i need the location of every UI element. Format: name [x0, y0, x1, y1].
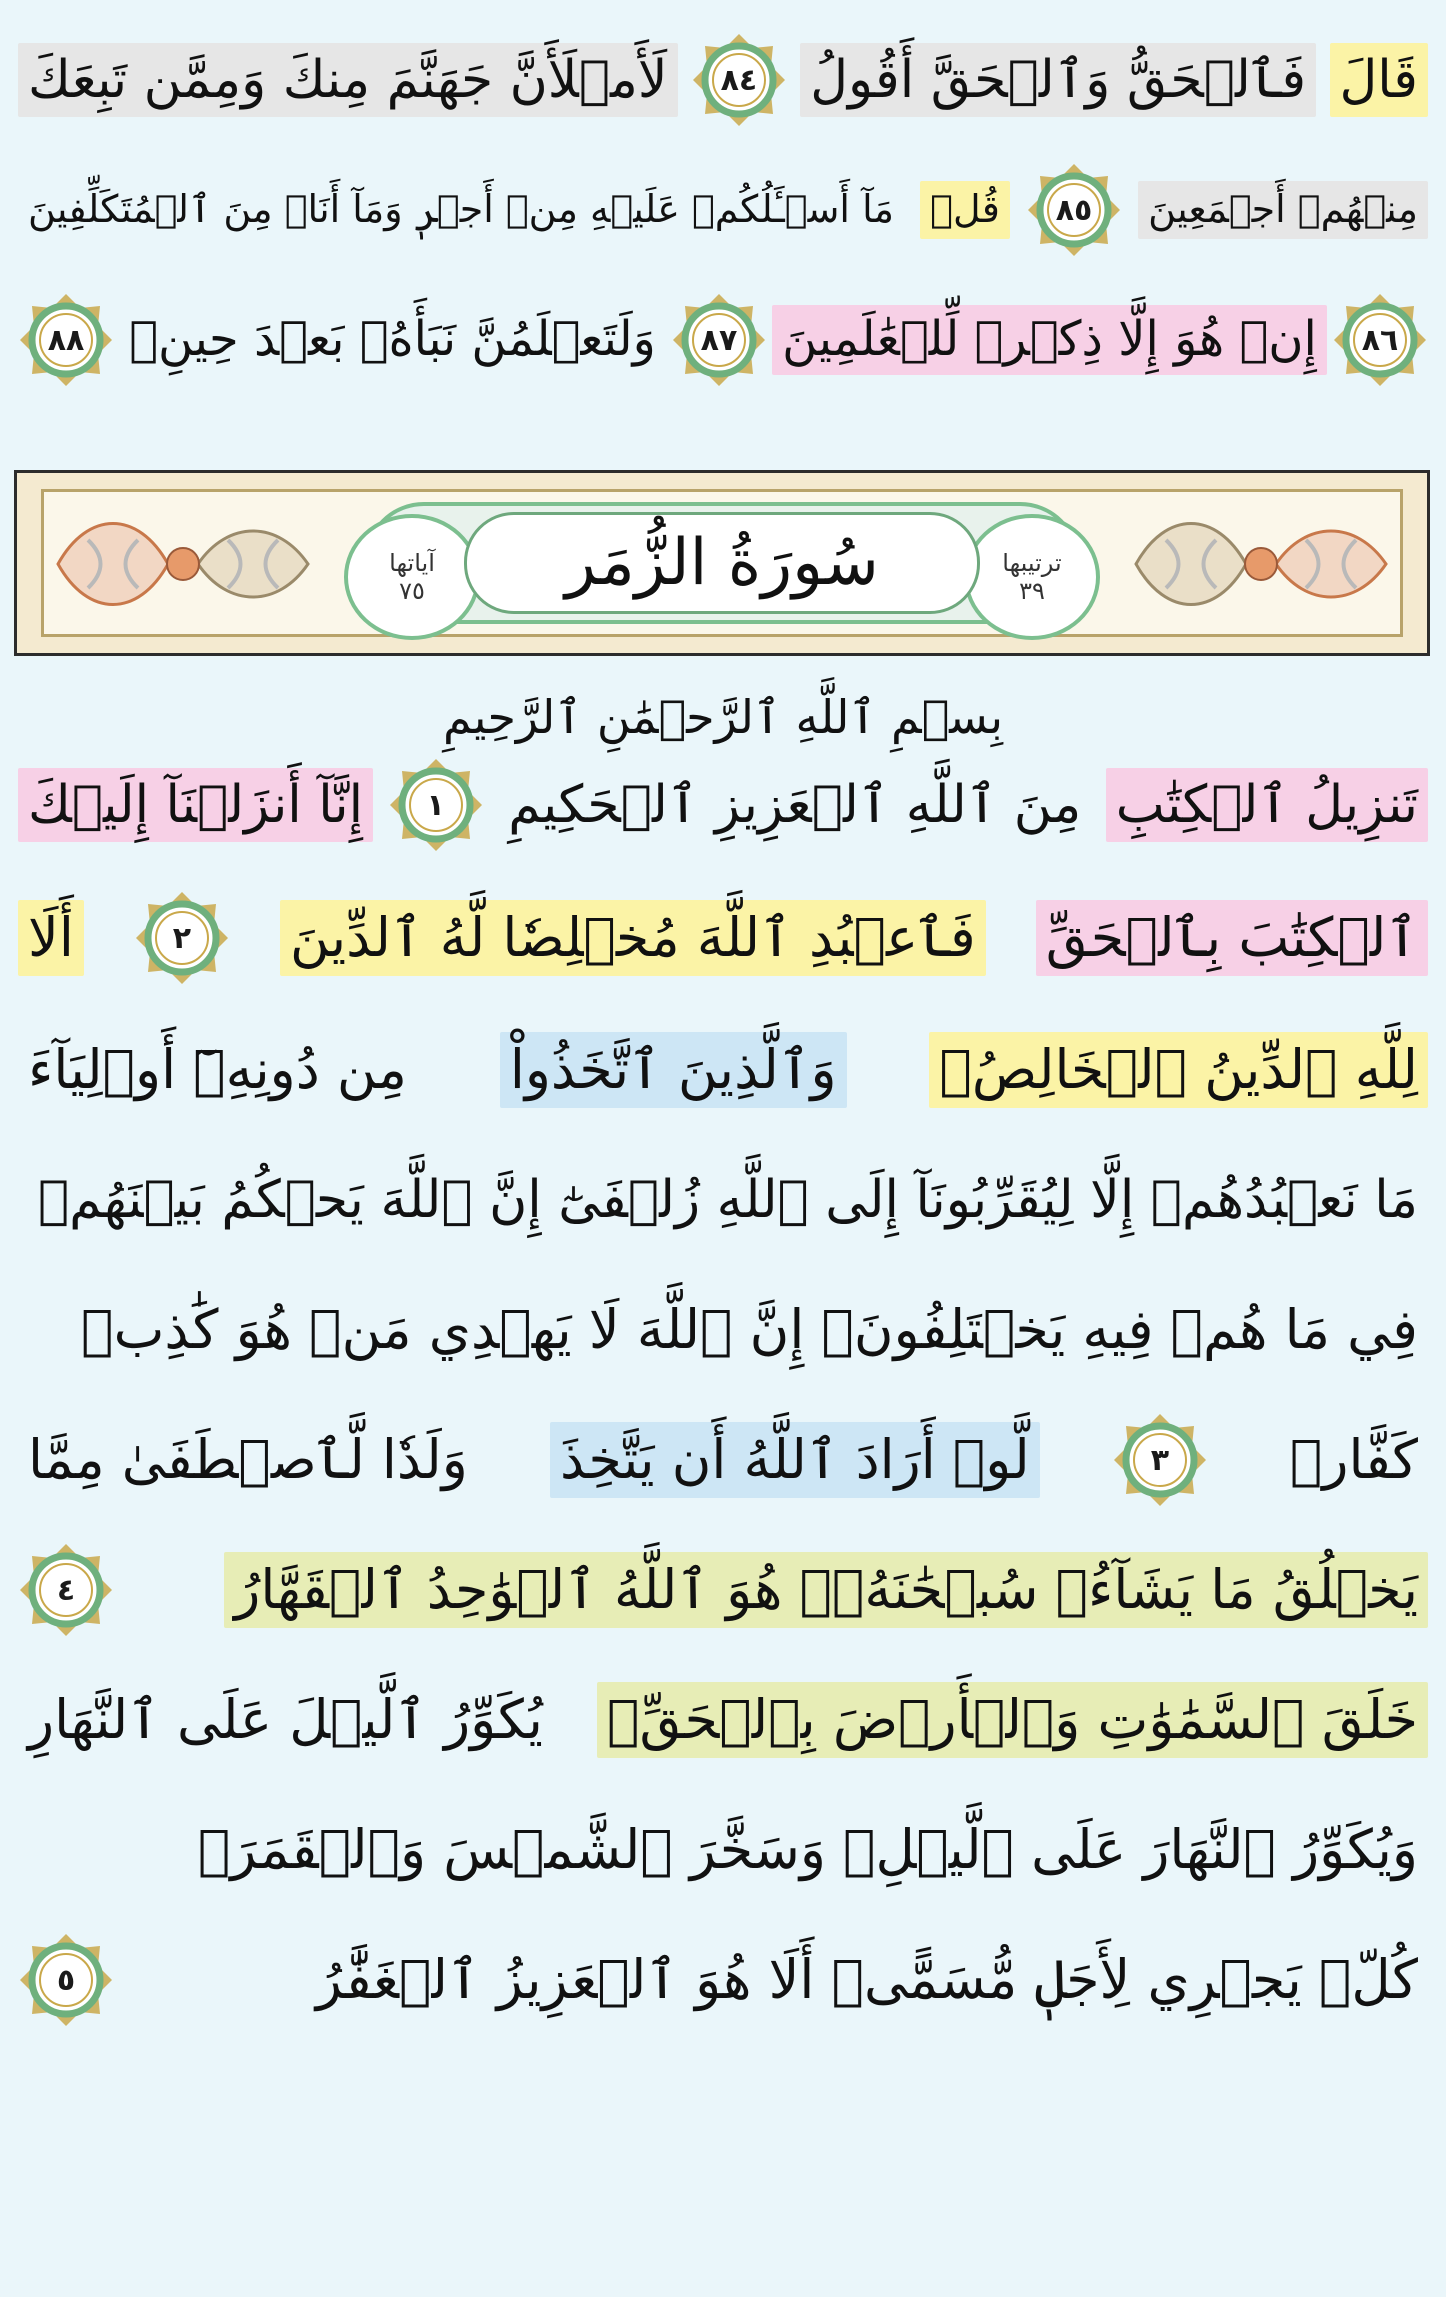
surah-header: [14, 470, 1430, 656]
verse-text: فَٱلۡحَقُّ وَٱلۡحَقَّ أَقُولُ: [800, 43, 1316, 117]
surah-verses-label: آياتها: [389, 549, 435, 577]
verse-text: قُلۡ: [920, 181, 1010, 239]
verse-text: وَلَدٗا لَّٱصۡطَفَىٰ مِمَّا: [28, 1427, 468, 1491]
verse-number: ٢: [172, 920, 192, 956]
verse-line: [18, 1920, 1428, 2040]
verse-text: مَآ أَسۡـَٔلُكُمۡ عَلَيۡهِ مِنۡ أَجۡرٖ وَمَآ أَنَا۠ مِنَ ٱلۡمُتَكَلِّفِينَ: [28, 187, 895, 232]
verse-line: [18, 745, 1428, 865]
basmala: بِسۡمِ ٱللَّهِ ٱلرَّحۡمَٰنِ ٱلرَّحِيمِ: [442, 690, 1004, 744]
surah-order-medallion: [964, 514, 1100, 640]
verse-number: ٨٨: [47, 322, 85, 358]
verse-end-marker: [18, 292, 114, 388]
verse-text: فَٱعۡبُدِ ٱللَّهَ مُخۡلِصٗا لَّهُ ٱلدِّينَ: [280, 900, 986, 977]
verse-line: [18, 878, 1428, 998]
verse-end-marker: [671, 292, 767, 388]
verse-text: يُكَوِّرُ ٱلَّيۡلَ عَلَى ٱلنَّهَارِ: [28, 1687, 543, 1751]
verse-line: [18, 1400, 1428, 1520]
verse-text: أَلَا: [18, 900, 84, 977]
verse-number: ٥: [56, 1962, 76, 1998]
verse-line: [18, 280, 1428, 400]
ornament-left-icon: [1126, 500, 1396, 628]
verse-text: لَّوۡ أَرَادَ ٱللَّهُ أَن يَتَّخِذَ: [550, 1422, 1040, 1499]
verse-number: ٤: [56, 1572, 76, 1608]
verse-text: مِنَ ٱللَّهِ ٱلۡعَزِيزِ ٱلۡحَكِيمِ: [508, 774, 1082, 835]
verse-number: ٨٧: [700, 322, 738, 358]
verse-text: تَنزِيلُ ٱلۡكِتَٰبِ: [1106, 768, 1428, 842]
surah-verses-number: ٧٥: [399, 577, 425, 605]
surah-order-label: ترتيبها: [1002, 549, 1062, 577]
surah-header-inner: [41, 489, 1403, 637]
verse-line: [18, 1660, 1428, 1780]
verse-text: قَالَ: [1330, 43, 1428, 117]
verse-text: مِن دُونِهِۦٓ أَوۡلِيَآءَ: [28, 1037, 407, 1101]
verse-text: لِلَّهِ ٱلدِّينُ ٱلۡخَالِصُۚ: [929, 1032, 1428, 1109]
verse-line: [18, 1790, 1428, 1910]
verse-line: [18, 20, 1428, 140]
verse-text: يَخۡلُقُ مَا يَشَآءُۚ سُبۡحَٰنَهُۥۖ هُوَ ٱللَّهُ ٱلۡوَٰحِدُ ٱلۡقَهَّارُ: [224, 1552, 1428, 1629]
surah-title: سُورَةُ الزُّمَر: [565, 526, 879, 600]
verse-number: ٨٥: [1055, 192, 1093, 228]
verse-end-marker: [134, 890, 230, 986]
verse-text: كَفَّارٞ: [1290, 1427, 1418, 1491]
verse-text: خَلَقَ ٱلسَّمَٰوَٰتِ وَٱلۡأَرۡضَ بِٱلۡحَقِّۖ: [597, 1682, 1428, 1759]
verse-line: [18, 150, 1428, 270]
verse-end-marker: [1026, 162, 1122, 258]
verse-line: [18, 1530, 1428, 1650]
verse-text: كُلّٞ يَجۡرِي لِأَجَلٖ مُّسَمًّىۗ أَلَا هُوَ ٱلۡعَزِيزُ ٱلۡغَفَّٰرُ: [315, 1947, 1418, 2011]
verse-text: ٱلۡكِتَٰبَ بِٱلۡحَقِّ: [1036, 900, 1428, 977]
verse-line: [18, 1010, 1428, 1130]
verse-number: ٨٤: [720, 62, 758, 98]
verse-end-marker: [1332, 292, 1428, 388]
verse-text: لَأَمۡلَأَنَّ جَهَنَّمَ مِنكَ وَمِمَّن تَبِعَكَ: [18, 43, 678, 117]
verse-number: ٣: [1150, 1442, 1169, 1478]
verse-text: إِنۡ هُوَ إِلَّا ذِكۡرٞ لِّلۡعَٰلَمِينَ: [772, 305, 1327, 375]
verse-number: ٨٦: [1361, 322, 1399, 358]
surah-verses-medallion: [344, 514, 480, 640]
verse-end-marker: [18, 1542, 114, 1638]
surah-title-box: [464, 512, 980, 614]
verse-end-marker: [18, 1932, 114, 2028]
verse-text: وَيُكَوِّرُ ٱلنَّهَارَ عَلَى ٱلَّيۡلِۖ وَسَخَّرَ ٱلشَّمۡسَ وَٱلۡقَمَرَۖ: [198, 1817, 1418, 1881]
verse-text: وَلَتَعۡلَمُنَّ نَبَأَهُۥ بَعۡدَ حِينِۭ: [129, 311, 656, 368]
verse-number: ١: [426, 787, 445, 823]
verse-text: مَا نَعۡبُدُهُمۡ إِلَّا لِيُقَرِّبُونَآ إِلَى ٱللَّهِ زُلۡفَىٰٓ إِنَّ ٱللَّهَ يَحۡكُمُ بَيۡنَهُمۡ: [37, 1169, 1418, 1230]
ornament-right-icon: [48, 500, 318, 628]
verse-end-marker: [691, 32, 787, 128]
surah-order-number: ٣٩: [1019, 577, 1045, 605]
verse-line: [18, 1270, 1428, 1390]
verse-line: [18, 1140, 1428, 1260]
verse-text: وَٱلَّذِينَ ٱتَّخَذُواْ: [500, 1032, 847, 1109]
verse-text: إِنَّآ أَنزَلۡنَآ إِلَيۡكَ: [18, 768, 373, 842]
verse-end-marker: [388, 757, 484, 853]
verse-text: مِنۡهُمۡ أَجۡمَعِينَ: [1138, 181, 1428, 239]
verse-text: فِي مَا هُمۡ فِيهِ يَخۡتَلِفُونَۗ إِنَّ ٱللَّهَ لَا يَهۡدِي مَنۡ هُوَ كَٰذِبٞ: [81, 1297, 1418, 1361]
verse-end-marker: [1112, 1412, 1208, 1508]
